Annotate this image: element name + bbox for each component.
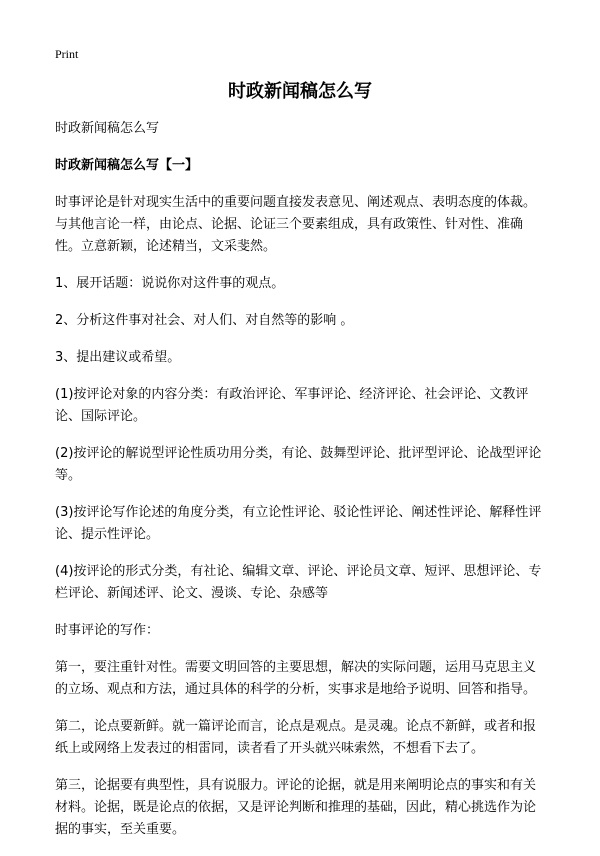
paragraph: (3)按评论写作论述的角度分类，有立论性评论、驳论性评论、阐述性评论、解释性评论、提示性评论。: [55, 505, 542, 542]
list-item: 3、提出建议或希望。: [55, 350, 181, 365]
document-title: 时政新闻稿怎么写: [228, 81, 372, 102]
document-body: [55, 118, 545, 856]
paragraph: (4)按评论的形式分类，有社论、编辑文章、评论、评论员文章、短评、思想评论、专栏评论、新闻述评、论文、漫谈、专论、杂感等: [55, 564, 542, 601]
paragraph: 第二，论点要新鲜。就一篇评论而言，论点是观点。是灵魂。论点不新鲜，或者和报纸上或网络上发表过的相雷同，读者看了开头就兴味索然，不想看下去了。: [55, 719, 537, 756]
paragraph: 时事评论是针对现实生活中的重要问题直接发表意见、阐述观点、表明态度的体裁。与其他言论一样，由论点、论据、论证三个要素组成，具有政策性、针对性、准确性。立意新颖，论述精当，文采斐然。: [55, 195, 537, 254]
paragraph: (2)按评论的解说型评论性质功用分类，有论、鼓舞型评论、批评型评论、论战型评论等。: [55, 446, 542, 483]
section-heading: 时政新闻稿怎么写【一】: [55, 158, 199, 173]
print-label: Print: [55, 47, 79, 61]
paragraph: (1)按评论对象的内容分类：有政治评论、军事评论、经济评论、社会评论、文教评论、国际评论。: [55, 387, 529, 424]
list-item: 1、展开话题：说说你对这件事的观点。: [55, 276, 285, 291]
list-item: 2、分析这件事对社会、对人们、对自然等的影响 。: [55, 313, 354, 328]
paragraph: 第三，论据要有典型性，具有说服力。评论的论据，就是用来阐明论点的事实和有关材料。论据，既是论点的依据，又是评论判断和推理的基础，因此，精心挑选作为论据的事实，至关重要。: [55, 778, 537, 837]
paragraph: 第一，要注重针对性。需要文明回答的主要思想，解决的实际问题，运用马克思主义的立场、观点和方法，通过具体的科学的分析，实事求是地给予说明、回答和指导。: [55, 660, 537, 697]
paragraph: 时事评论的写作：: [55, 623, 160, 638]
paragraph: 时政新闻稿怎么写: [55, 121, 160, 136]
